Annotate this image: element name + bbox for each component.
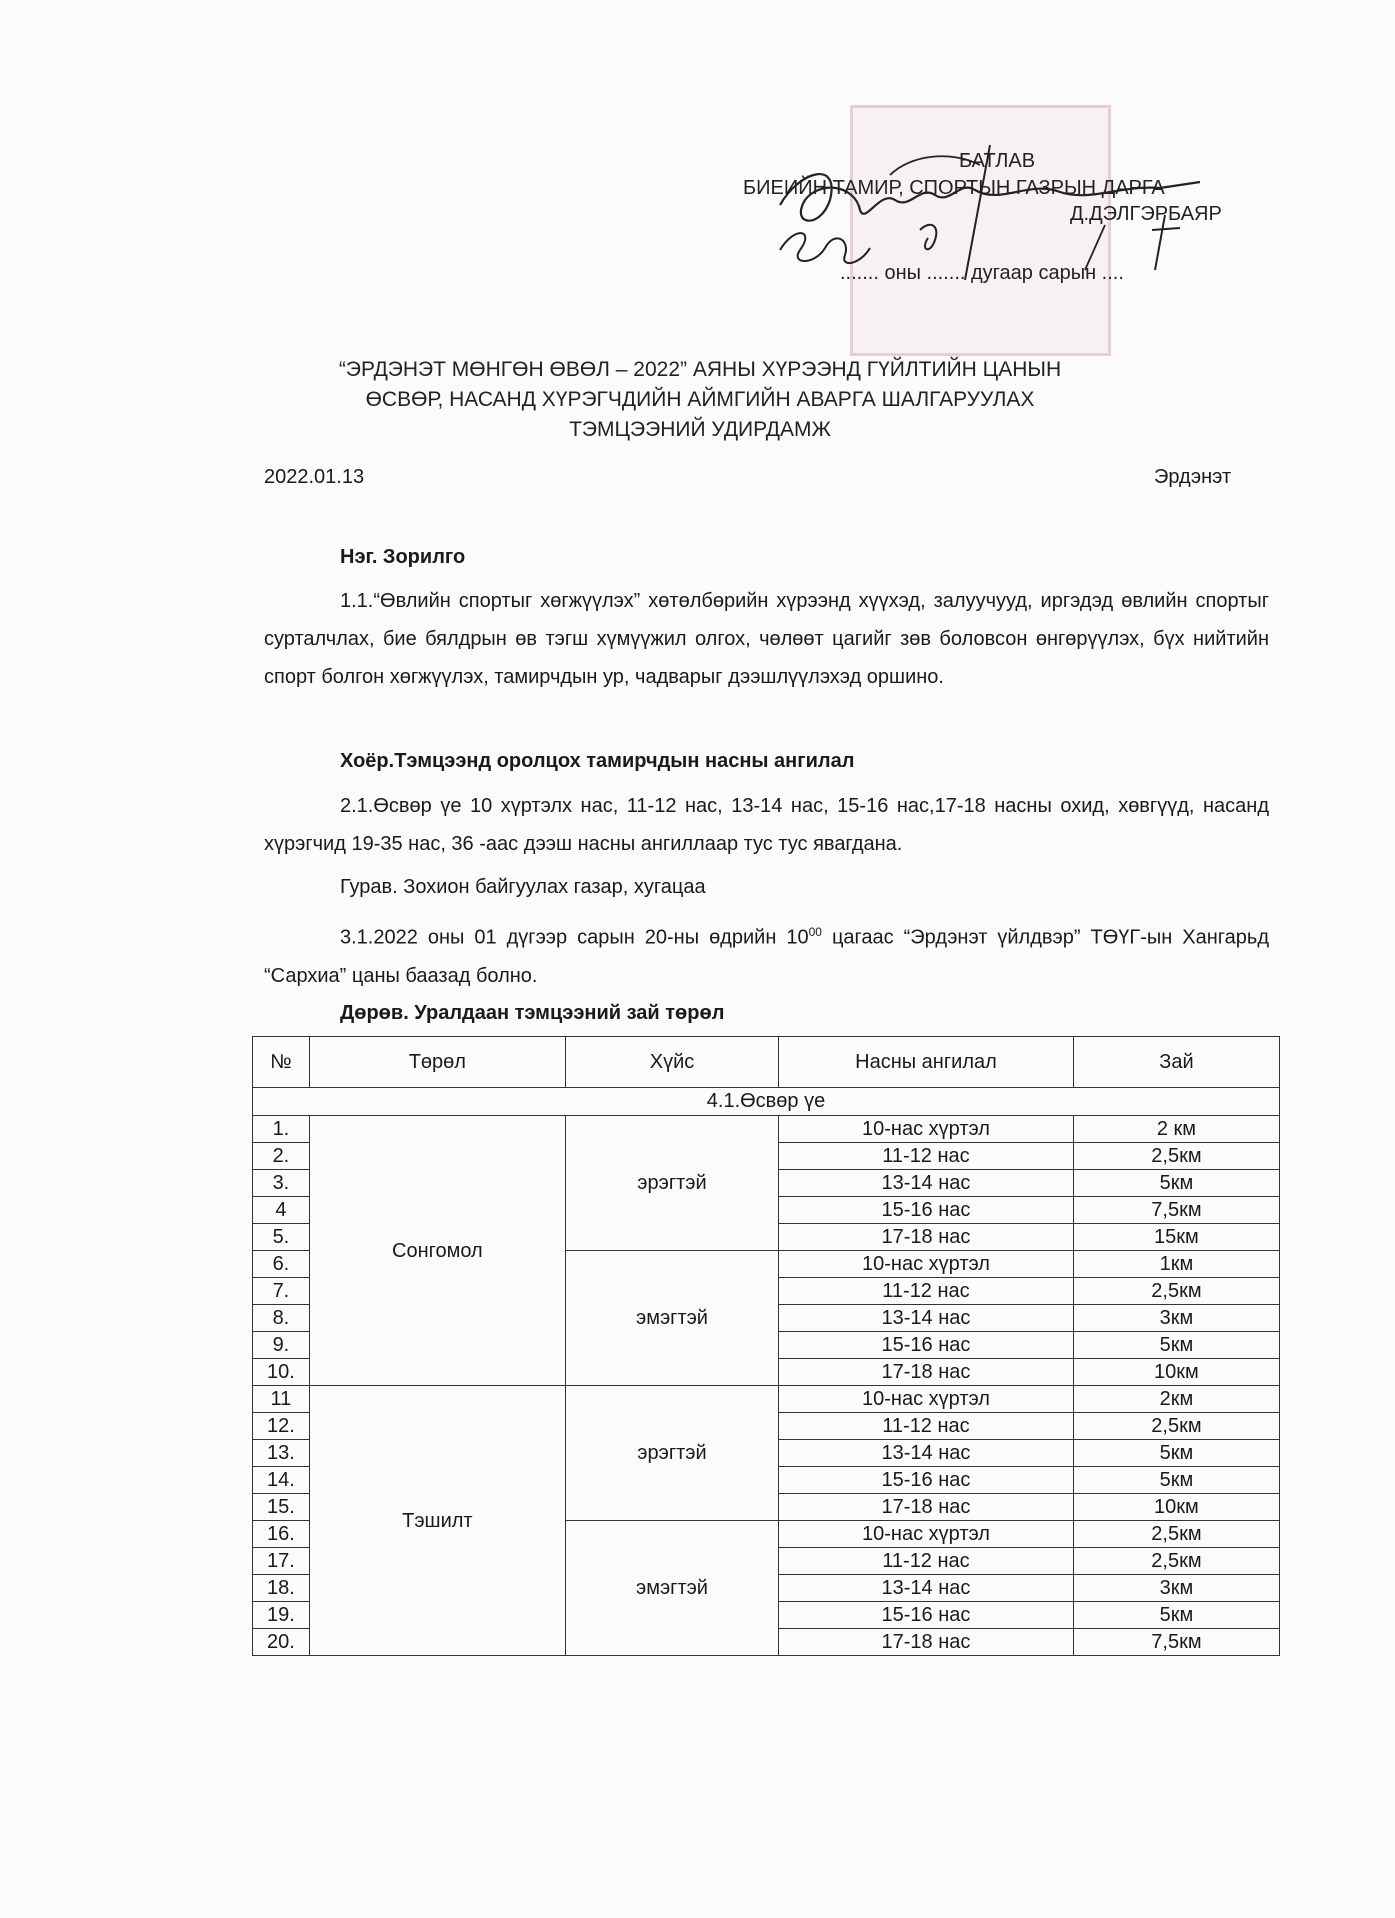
- title-line: ТЭМЦЭЭНИЙ УДИРДАМЖ: [569, 418, 831, 441]
- section-4-heading: Дөрөв. Уралдаан тэмцээний зай төрөл: [340, 1002, 725, 1024]
- row-distance: 7,5км: [1073, 1629, 1279, 1656]
- row-num: 16.: [253, 1521, 310, 1548]
- section-1-body: 1.1.“Өвлийн спортыг хөгжүүлэх” хөтөлбөрийн хүрээнд хүүхэд, залуучууд, иргэдэд өвлийн спортыг сурталчлах, бие бялдрын өв тэгш хүмүүжил олгох, чөлөөт цагийг зөв боловсон өнгөрүүлэх, бүх нийтийн спорт болгон хөгжүүлэх, тамирчдын ур, чадварыг дээшлүүлэхэд оршино.: [264, 590, 1269, 688]
- row-num: 15.: [253, 1494, 310, 1521]
- header-age: Насны ангилал: [779, 1037, 1074, 1088]
- row-age: 17-18 нас: [779, 1629, 1074, 1656]
- row-distance: 2,5км: [1073, 1278, 1279, 1305]
- gender-cell: эрэгтэй: [565, 1386, 778, 1521]
- row-distance: 2 км: [1073, 1116, 1279, 1143]
- row-age: 11-12 нас: [779, 1278, 1074, 1305]
- row-num: 19.: [253, 1602, 310, 1629]
- section-2-heading: Хоёр.Тэмцээнд оролцох тамирчдын насны ангилал: [340, 750, 855, 772]
- section-label: 4.1.Өсвөр үе: [253, 1088, 1280, 1116]
- row-distance: 2,5км: [1073, 1413, 1279, 1440]
- row-age: 10-нас хүртэл: [779, 1521, 1074, 1548]
- row-age: 15-16 нас: [779, 1602, 1074, 1629]
- type-cell: Тэшилт: [309, 1386, 565, 1656]
- row-age: 13-14 нас: [779, 1305, 1074, 1332]
- gender-cell: эмэгтэй: [565, 1251, 778, 1386]
- table-header-row: [253, 1037, 1280, 1088]
- row-distance: 5км: [1073, 1602, 1279, 1629]
- row-num: 9.: [253, 1332, 310, 1359]
- header-distance: Зай: [1073, 1037, 1279, 1088]
- row-num: 12.: [253, 1413, 310, 1440]
- table-row: [253, 1386, 1280, 1413]
- row-distance: 3км: [1073, 1575, 1279, 1602]
- row-age: 15-16 нас: [779, 1467, 1074, 1494]
- distance-table: [252, 1036, 1280, 1656]
- header-type: Төрөл: [309, 1037, 565, 1088]
- row-age: 13-14 нас: [779, 1170, 1074, 1197]
- header-num: №: [253, 1037, 310, 1088]
- approval-position: БИЕИЙН ТАМИР, СПОРТЫН ГАЗРЫН ДАРГА: [743, 177, 1165, 199]
- row-num: 18.: [253, 1575, 310, 1602]
- row-distance: 5км: [1073, 1332, 1279, 1359]
- table-row: [253, 1116, 1280, 1143]
- row-age: 10-нас хүртэл: [779, 1251, 1074, 1278]
- row-distance: 10км: [1073, 1359, 1279, 1386]
- row-age: 11-12 нас: [779, 1548, 1074, 1575]
- row-distance: 3км: [1073, 1305, 1279, 1332]
- row-distance: 10км: [1073, 1494, 1279, 1521]
- row-age: 17-18 нас: [779, 1494, 1074, 1521]
- row-age: 17-18 нас: [779, 1224, 1074, 1251]
- row-age: 10-нас хүртэл: [779, 1116, 1074, 1143]
- row-num: 5.: [253, 1224, 310, 1251]
- row-distance: 2км: [1073, 1386, 1279, 1413]
- row-age: 17-18 нас: [779, 1359, 1074, 1386]
- type-cell: Сонгомол: [309, 1116, 565, 1386]
- row-num: 2.: [253, 1143, 310, 1170]
- section-1-heading: Нэг. Зорилго: [340, 546, 466, 568]
- row-num: 17.: [253, 1548, 310, 1575]
- row-age: 11-12 нас: [779, 1413, 1074, 1440]
- row-distance: 7,5км: [1073, 1197, 1279, 1224]
- section-3-heading: Гурав. Зохион байгуулах газар, хугацаа: [340, 876, 706, 898]
- row-distance: 5км: [1073, 1170, 1279, 1197]
- section-3-text: [264, 913, 1269, 995]
- document-title: [250, 355, 1150, 445]
- row-num: 3.: [253, 1170, 310, 1197]
- row-num: 13.: [253, 1440, 310, 1467]
- row-num: 8.: [253, 1305, 310, 1332]
- row-num: 4: [253, 1197, 310, 1224]
- row-age: 13-14 нас: [779, 1440, 1074, 1467]
- section-1-text: [264, 582, 1269, 696]
- table-section-row: [253, 1088, 1280, 1116]
- header-gender: Хүйс: [565, 1037, 778, 1088]
- gender-cell: эмэгтэй: [565, 1521, 778, 1656]
- title-line: ӨСВӨР, НАСАНД ХҮРЭГЧДИЙН АЙМГИЙН АВАРГА ШАЛГАРУУЛАХ: [365, 388, 1035, 411]
- row-distance: 2,5км: [1073, 1521, 1279, 1548]
- title-line: “ЭРДЭНЭТ МӨНГӨН ӨВӨЛ – 2022” АЯНЫ ХҮРЭЭНД ГҮЙЛТИЙН ЦАНЫН: [338, 358, 1062, 381]
- section-3-body-cont: цагаас “Эрдэнэт үйлдвэр” ТӨҮГ-ын Хангарьд “Сархиа” цаны баазад болно.: [264, 926, 1269, 987]
- row-age: 13-14 нас: [779, 1575, 1074, 1602]
- row-num: 14.: [253, 1467, 310, 1494]
- row-distance: 5км: [1073, 1467, 1279, 1494]
- row-age: 15-16 нас: [779, 1197, 1074, 1224]
- row-distance: 2,5км: [1073, 1548, 1279, 1575]
- row-distance: 5км: [1073, 1440, 1279, 1467]
- row-num: 11: [253, 1386, 310, 1413]
- document-place: Эрдэнэт: [1154, 466, 1232, 488]
- row-age: 11-12 нас: [779, 1143, 1074, 1170]
- section-3-sup: 00: [808, 925, 822, 939]
- row-distance: 2,5км: [1073, 1143, 1279, 1170]
- row-distance: 15км: [1073, 1224, 1279, 1251]
- section-3-body: 3.1.2022 оны 01 дүгээр сарын 20-ны өдрийн 10: [340, 926, 809, 949]
- approval-heading: БАТЛАВ: [959, 150, 1036, 172]
- row-age: 15-16 нас: [779, 1332, 1074, 1359]
- row-num: 6.: [253, 1251, 310, 1278]
- gender-cell: эрэгтэй: [565, 1116, 778, 1251]
- row-num: 10.: [253, 1359, 310, 1386]
- row-num: 20.: [253, 1629, 310, 1656]
- row-num: 7.: [253, 1278, 310, 1305]
- section-2-body: 2.1.Өсвөр үе 10 хүртэлх нас, 11-12 нас, 13-14 нас, 15-16 нас,17-18 насны охид, хөвгүүд, насанд хүрэгчид 19-35 нас, 36 -аас дээш насны ангиллаар тус тус явагдана.: [264, 795, 1269, 855]
- document-date: 2022.01.13: [264, 466, 365, 488]
- row-num: 1.: [253, 1116, 310, 1143]
- approval-name: Д.ДЭЛГЭРБАЯР: [1070, 203, 1222, 225]
- row-distance: 1км: [1073, 1251, 1279, 1278]
- section-2-text: [264, 787, 1269, 863]
- row-age: 10-нас хүртэл: [779, 1386, 1074, 1413]
- approval-date-line: ....... оны ....... дугаар сарын ....: [840, 262, 1124, 284]
